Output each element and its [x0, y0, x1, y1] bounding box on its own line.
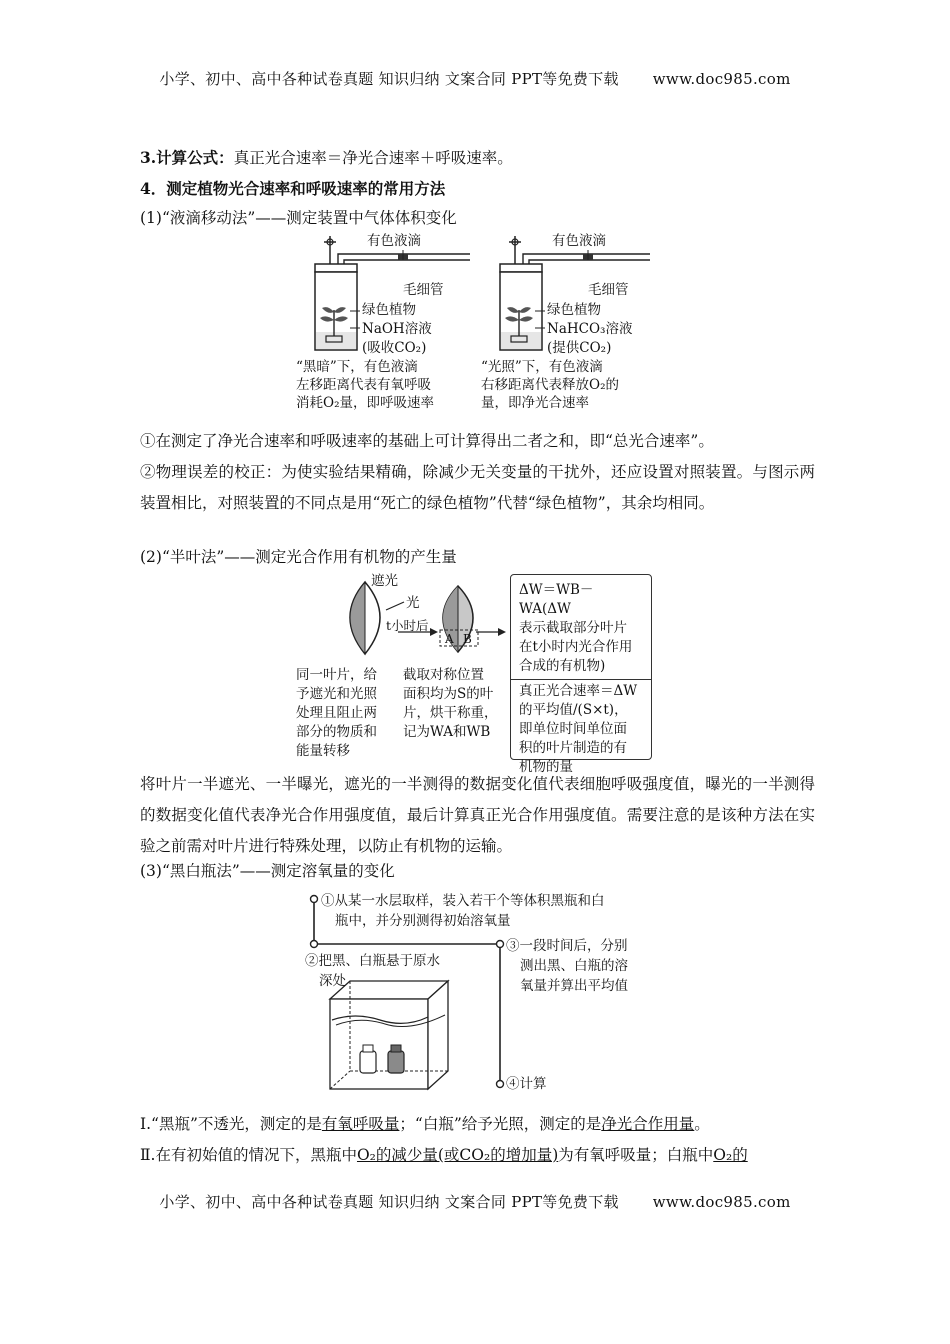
header-url: www.doc985.com	[652, 70, 791, 88]
half-leaf-caption2	[403, 666, 498, 742]
footer-url: www.doc985.com	[652, 1193, 791, 1211]
point1-answer1: 有氧呼吸量	[321, 1115, 400, 1133]
header-text: 小学、初中、高中各种试卷真题 知识归纳 文案合同 PPT等免费下载	[159, 70, 619, 88]
box-result-line: 积的叶片制造的有	[519, 740, 627, 756]
left-drop-label: 有色液滴	[367, 233, 421, 249]
box-result-line: 的平均值/(S×t)，	[519, 702, 628, 718]
point1-prefix: Ⅰ.“黑瓶”不透光，测定的是	[140, 1115, 322, 1133]
right-caption-line: “光照”下，有色液滴	[481, 359, 603, 375]
right-caption-line: 右移距离代表释放O₂的	[481, 377, 619, 393]
box-divider	[511, 679, 651, 680]
section-3	[140, 146, 513, 168]
light-label: 光	[406, 595, 420, 611]
left-solution-note: (吸收CO₂)	[362, 340, 427, 356]
right-tube-label: 毛细管	[588, 282, 629, 298]
point2-answer2: O₂的	[713, 1146, 748, 1164]
point1	[140, 1112, 710, 1134]
point2-prefix: Ⅱ.在有初始值的情况下，黑瓶中	[140, 1146, 357, 1164]
left-caption-line: “黑暗”下，有色液滴	[296, 359, 418, 375]
caption1-line: 处理且阻止两	[296, 705, 377, 721]
method1-heading: (1)“液滴移动法”——测定装置中气体体积变化	[140, 209, 457, 227]
box-formula-line: ΔW＝WB－WA(ΔW	[519, 582, 594, 617]
half-leaf-caption1	[296, 666, 377, 761]
region-b-label: B	[463, 632, 472, 646]
point2	[140, 1143, 748, 1165]
caption1-line: 同一叶片，给	[296, 667, 377, 683]
caption1-line: 予遮光和光照	[296, 686, 377, 702]
right-drop-label: 有色液滴	[552, 233, 606, 249]
left-solution-label: NaOH溶液	[362, 321, 432, 337]
left-caption-line: 消耗O₂量，即呼吸速率	[296, 395, 434, 411]
footer-text: 小学、初中、高中各种试卷真题 知识归纳 文案合同 PPT等免费下载	[159, 1193, 619, 1211]
shade-label: 遮光	[371, 573, 398, 589]
method3-heading: (3)“黑白瓶法”——测定溶氧量的变化	[140, 862, 395, 880]
right-caption	[481, 358, 619, 412]
right-plant-label: 绿色植物	[547, 302, 601, 318]
caption1-line: 能量转移	[296, 743, 350, 759]
box-result-line: 真正光合速率＝ΔW	[519, 683, 638, 699]
region-a-label: A	[445, 632, 454, 646]
time-label: t小时后	[386, 618, 429, 633]
box-formula-line: 在t小时内光合作用	[519, 639, 633, 655]
point1-end: 。	[694, 1115, 710, 1133]
method1-note1: ①在测定了净光合速率和呼吸速率的基础上可计算得出二者之和，即“总光合速率”。	[140, 432, 714, 450]
section-3-text: 真正光合速率＝净光合速率＋呼吸速率。	[233, 149, 513, 167]
point2-answer1: O₂的减少量(或CO₂的增加量)	[356, 1146, 559, 1164]
method1-note2: ②物理误差的校正：为使实验结果精确，除减少无关变量的干扰外，还应设置对照装置。与图示两装置相比，对照装置的不同点是用“死亡的绿色植物”代替“绿色植物”，其余均相同。	[140, 463, 815, 512]
right-solution-label: NaHCO₃溶液	[547, 321, 633, 337]
box-result-line: 即单位时间单位面	[519, 721, 627, 737]
step1-line: ①从某一水层取样，装入若干个等体积黑瓶和白	[321, 893, 605, 909]
right-solution-note: (提供CO₂)	[547, 340, 612, 356]
step2-line: 深处	[319, 973, 346, 989]
section-3-title: 3.计算公式：	[140, 148, 234, 167]
step3-line: 测出黑、白瓶的溶	[520, 958, 628, 974]
point1-mid: ；“白瓶”给予光照，测定的是	[399, 1115, 602, 1133]
caption2-line: 面积均为S的叶	[403, 686, 494, 702]
step4: ④计算	[506, 1076, 547, 1092]
right-caption-line: 量，即净光合速率	[481, 395, 589, 411]
point1-answer2: 净光合作用量	[601, 1115, 695, 1133]
method2-heading: (2)“半叶法”——测定光合作用有机物的产生量	[140, 548, 457, 566]
step2-line: ②把黑、白瓶悬于原水	[305, 953, 440, 969]
step2	[305, 951, 440, 991]
step3	[506, 936, 628, 996]
caption2-line: 片，烘干称重，	[403, 705, 498, 721]
point2-mid: 为有氧呼吸量；白瓶中	[558, 1146, 714, 1164]
page-footer	[0, 1191, 950, 1212]
step3-line: ③一段时间后，分别	[506, 938, 628, 954]
method2-explanation: 将叶片一半遮光、一半曝光，遮光的一半测得的数据变化值代表细胞呼吸强度值，曝光的一半测得的数据变化值代表净光合作用强度值，最后计算真正光合作用强度值。需要注意的是该种方法在实验之前需对叶片进行特殊处理，以防止有机物的运输。	[140, 775, 815, 855]
step1-line: 瓶中，并分别测得初始溶氧量	[335, 913, 511, 929]
half-leaf-result-box	[510, 574, 652, 775]
left-tube-label: 毛细管	[403, 282, 444, 298]
caption1-line: 部分的物质和	[296, 724, 377, 740]
box-result-line: 机物的量	[519, 759, 573, 775]
section-4-title: 4．测定植物光合速率和呼吸速率的常用方法	[140, 179, 446, 198]
box-formula-line: 合成的有机物)	[519, 658, 606, 674]
step1	[321, 891, 605, 931]
caption2-line: 记为WA和WB	[403, 724, 491, 740]
left-caption-line: 左移距离代表有氧呼吸	[296, 377, 431, 393]
page-header	[0, 68, 950, 89]
left-plant-label: 绿色植物	[362, 302, 416, 318]
caption2-line: 截取对称位置	[403, 667, 484, 683]
step3-line: 氧量并算出平均值	[520, 978, 628, 994]
box-formula-line: 表示截取部分叶片	[519, 620, 627, 636]
left-caption	[296, 358, 434, 412]
